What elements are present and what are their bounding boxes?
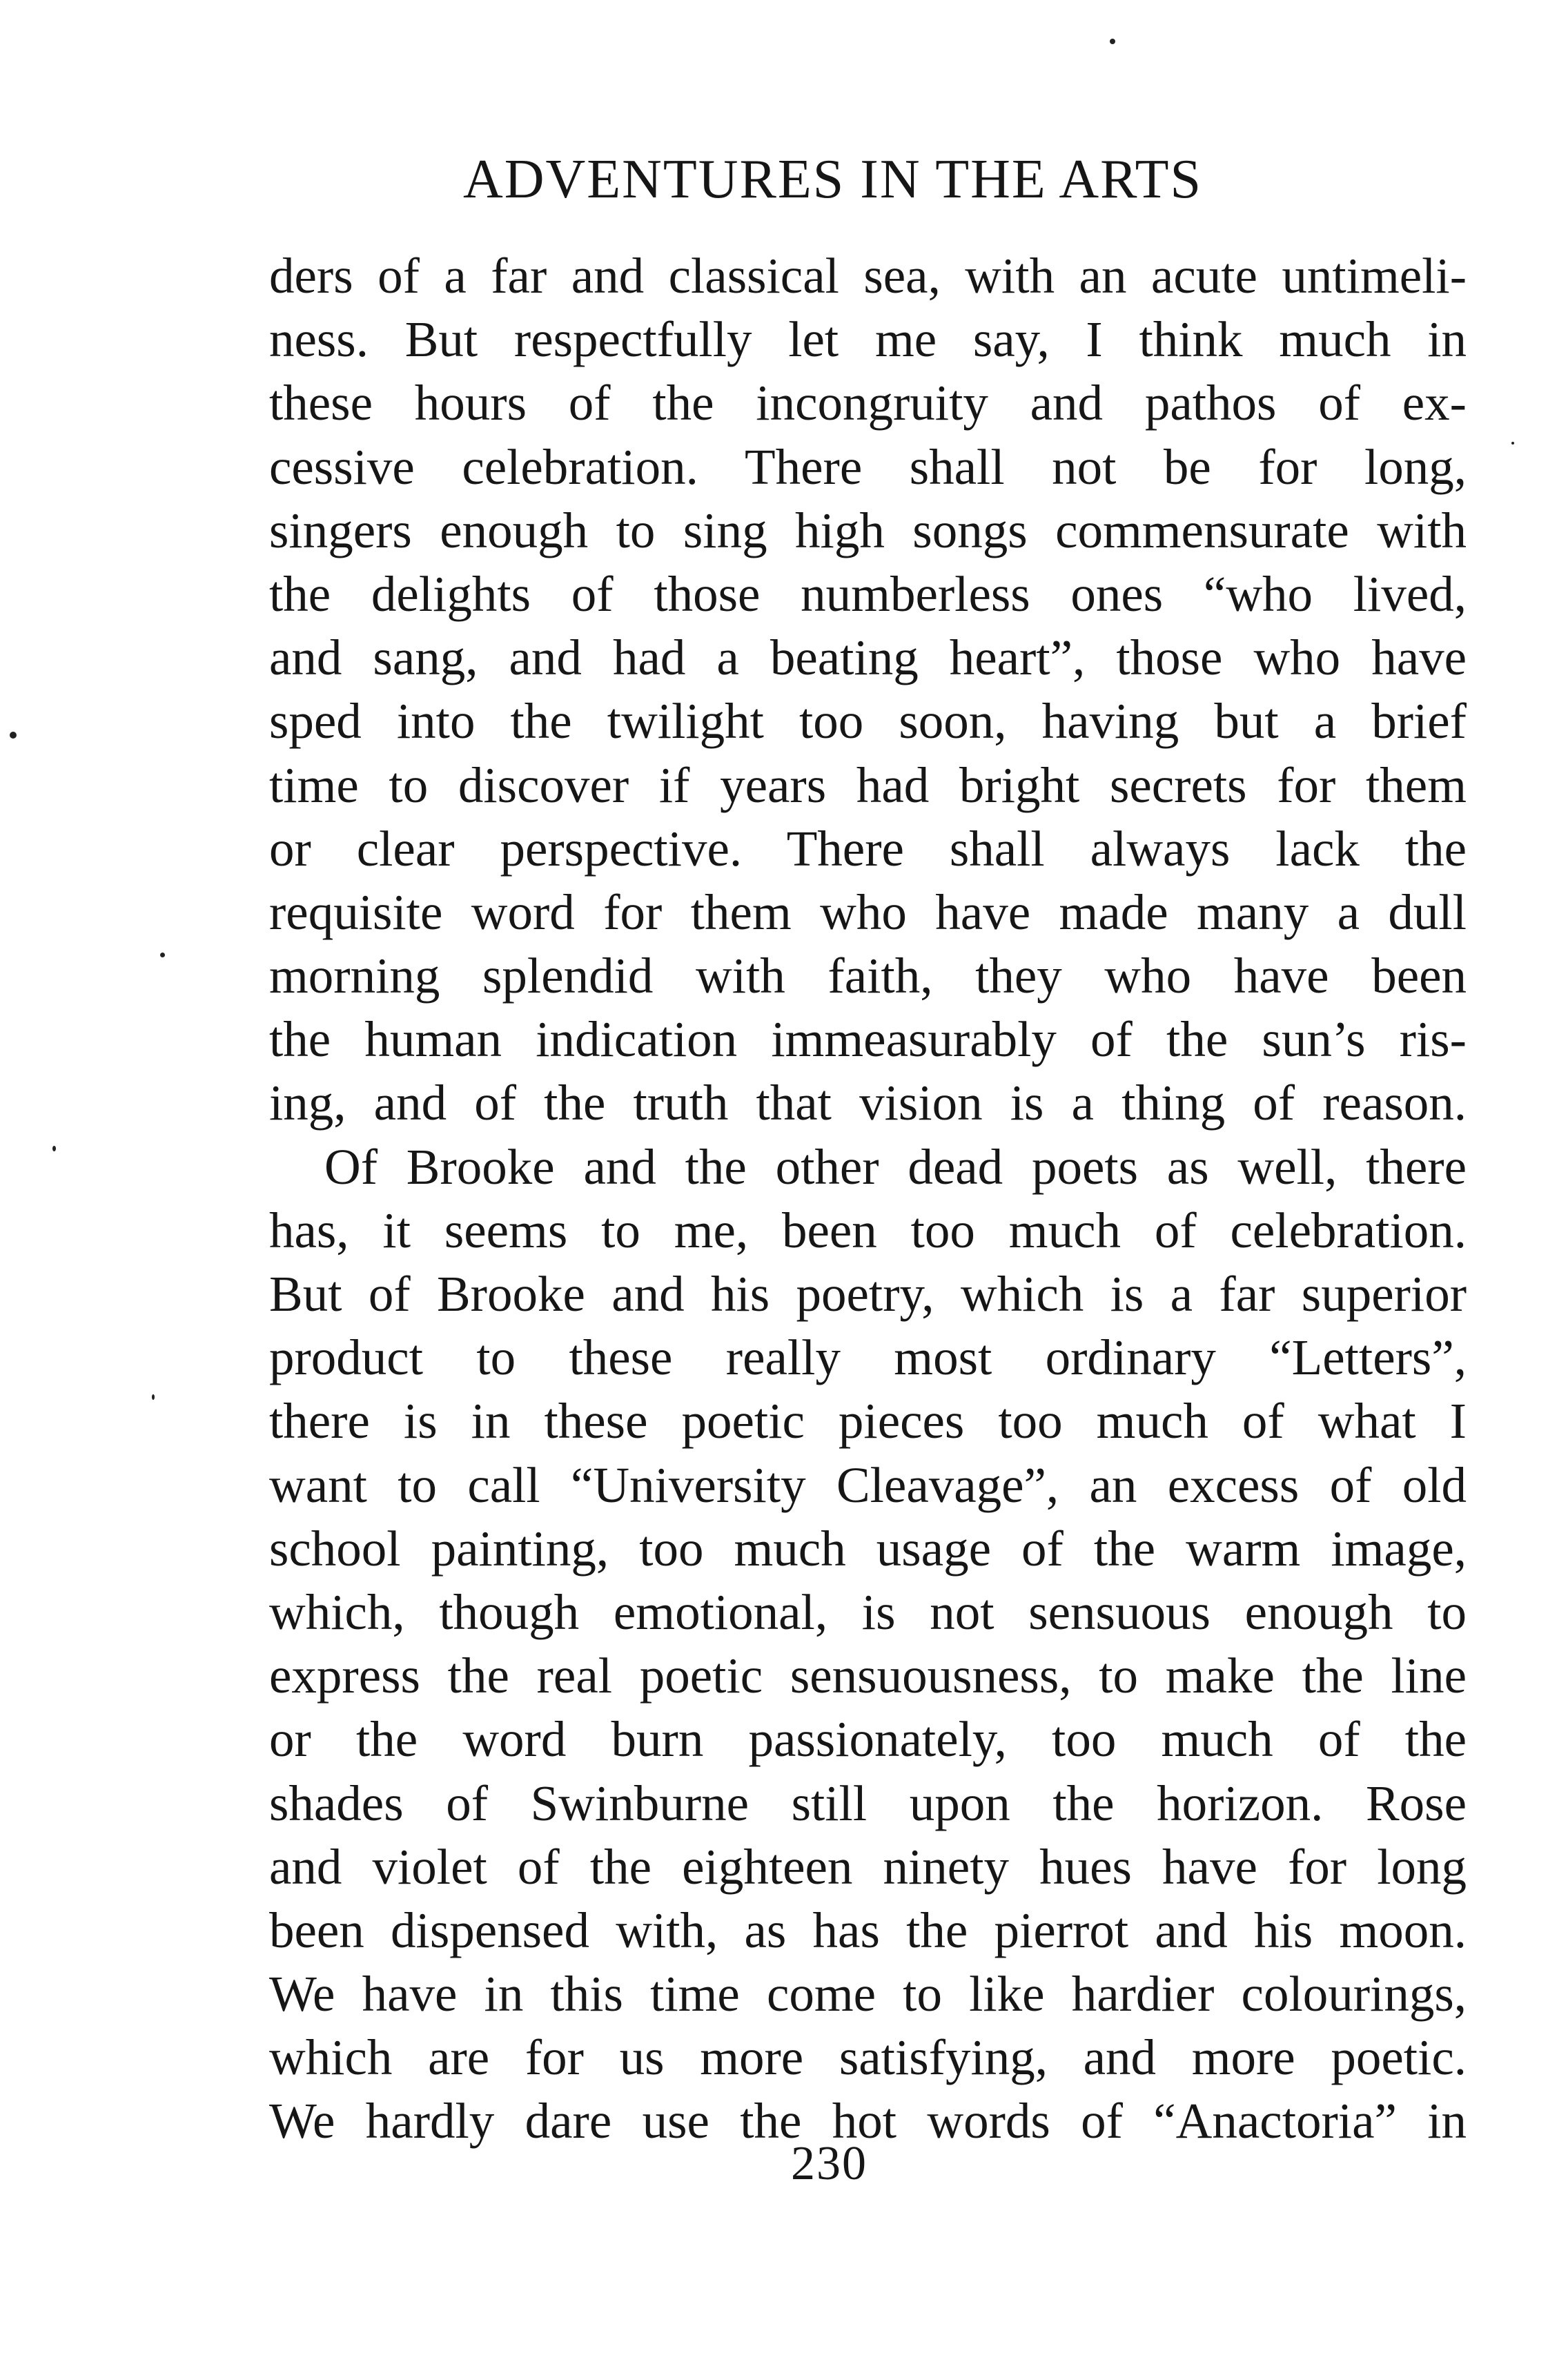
page-number: 230 [791,2137,868,2190]
text-line: time to discover if years had bright secrets for them [269,757,1467,813]
scan-speck [1110,39,1115,44]
text-line: or the word burn passionately, too much of the [269,1711,1467,1768]
text-line: the human indication immeasurably of the sun’s ris- [269,1011,1467,1068]
text-line: shades of Swinburne still upon the horizon. Rose [269,1775,1467,1831]
body-text [269,244,1467,2154]
text-line: express the real poetic sensuousness, to make the line [269,1648,1467,1704]
text-line: But of Brooke and his poetry, which is a far superior [269,1266,1467,1322]
paragraph-start-line: Of Brooke and the other dead poets as well, there [324,1138,1467,1195]
text-line: which are for us more satisfying, and more poetic. [269,2029,1467,2086]
text-line: sped into the twilight too soon, having but a brief [269,693,1467,750]
text-line: ing, and of the truth that vision is a thing of reason. [269,1075,1467,1131]
text-line: and violet of the eighteen ninety hues have for long [269,1838,1467,1895]
text-line: ness. But respectfully let me say, I think much in [269,311,1467,368]
text-line: want to call “University Cleavage”, an excess of old [269,1456,1467,1513]
text-line: cessive celebration. There shall not be for long, [269,438,1467,495]
text-line: school painting, too much usage of the warm image, [269,1520,1467,1577]
text-line: been dispensed with, as has the pierrot and his moon. [269,1902,1467,1958]
text-line: morning splendid with faith, they who have been [269,948,1467,1004]
scan-speck [1511,442,1514,445]
text-line: has, it seems to me, been too much of celebration. [269,1202,1467,1258]
text-line: We hardly dare use the hot words of “Anactoria” in [269,2093,1467,2149]
text-line: or clear perspective. There shall always lack the [269,820,1467,877]
scan-speck [10,732,17,739]
text-line: and sang, and had a beating heart”, those who have [269,630,1467,686]
text-line: ders of a far and classical sea, with an acute untimeli- [269,248,1467,304]
text-line: the delights of those numberless ones “who lived, [269,565,1467,622]
text-line: which, though emotional, is not sensuous enough to [269,1583,1467,1640]
text-line: product to these really most ordinary “Letters”, [269,1329,1467,1386]
scan-speck [52,1146,56,1151]
running-head: ADVENTURES IN THE ARTS [462,149,1203,210]
scan-speck [160,953,165,957]
scan-speck [152,1394,155,1400]
text-line: singers enough to sing high songs commensurate with [269,502,1467,558]
text-line: requisite word for them who have made many a dull [269,884,1467,940]
text-line: We have in this time come to like hardier colourings, [269,1966,1467,2022]
text-line: there is in these poetic pieces too much of what I [269,1393,1467,1450]
text-line: these hours of the incongruity and pathos of ex- [269,375,1467,431]
